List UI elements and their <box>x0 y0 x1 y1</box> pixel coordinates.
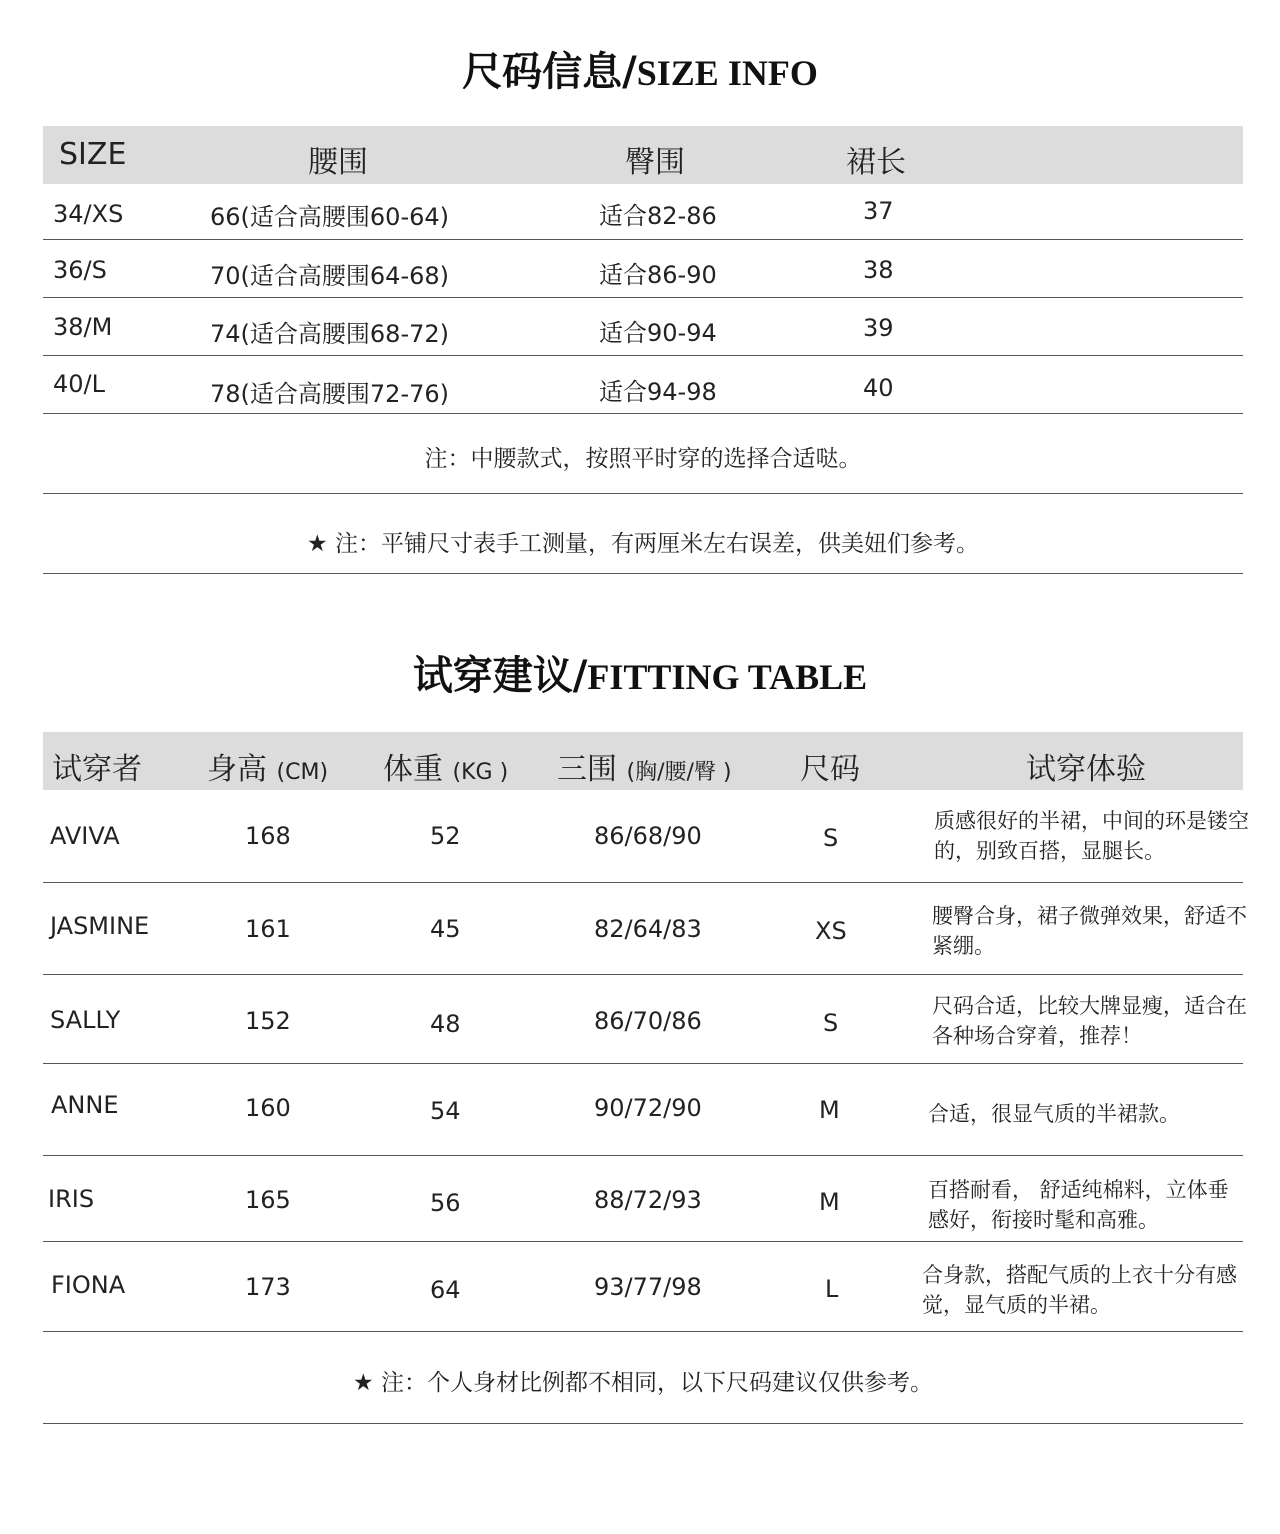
row-hip: 适合82-86 <box>599 202 717 230</box>
fit-name: AVIVA <box>50 822 120 850</box>
fit-comment: 尺码合适，比较大牌显瘦，适合在各种场合穿着，推荐！ <box>932 994 1247 1048</box>
header-weight-unit: (KG ) <box>452 760 509 785</box>
header-hip: 臀围 <box>625 145 685 180</box>
row-divider <box>43 1423 1243 1424</box>
fit-height: 161 <box>245 915 291 943</box>
fit-weight: 64 <box>430 1276 461 1304</box>
fit-height: 173 <box>245 1273 291 1301</box>
header-height-unit: (CM) <box>276 760 329 785</box>
fit-measure: 90/72/90 <box>594 1094 702 1122</box>
row-divider <box>43 413 1243 414</box>
fitting-title-en: FITTING TABLE <box>587 657 868 697</box>
header-height <box>207 744 328 788</box>
header-height-label: 身高 <box>207 752 267 787</box>
size-note-measure: ★ 注：平铺尺寸表手工测量，有两厘米左右误差，供美妞们参考。 <box>307 531 979 557</box>
row-divider <box>43 1155 1243 1156</box>
fit-size: M <box>819 1188 840 1216</box>
fit-measure: 86/70/86 <box>594 1007 702 1035</box>
header-waist: 腰围 <box>308 145 368 180</box>
fit-weight: 54 <box>430 1097 461 1125</box>
row-size: 38/M <box>53 313 113 341</box>
fit-measure: 93/77/98 <box>594 1273 702 1301</box>
fit-measure: 86/68/90 <box>594 822 702 850</box>
header-measure-unit: (胸/腰/臀 ) <box>626 760 732 785</box>
row-divider <box>43 573 1243 574</box>
row-hip: 适合90-94 <box>599 319 717 347</box>
fit-size: XS <box>815 917 847 945</box>
header-weight <box>383 744 508 788</box>
fitting-title-cn: 试穿建议/ <box>412 653 588 699</box>
size-table-header <box>43 126 1243 184</box>
fitting-note: ★ 注：个人身材比例都不相同，以下尺码建议仅供参考。 <box>353 1370 933 1396</box>
header-weight-label: 体重 <box>383 752 443 787</box>
fit-height: 165 <box>245 1186 291 1214</box>
fitting-table-title <box>0 644 1280 701</box>
header-measure <box>557 744 732 788</box>
row-size: 34/XS <box>53 200 124 228</box>
fit-weight: 48 <box>430 1010 461 1038</box>
row-length: 39 <box>863 314 894 342</box>
row-divider <box>43 355 1243 356</box>
fit-name: ANNE <box>51 1091 119 1119</box>
row-length: 37 <box>863 197 894 225</box>
size-note-waist: 注：中腰款式，按照平时穿的选择合适哒。 <box>424 446 862 472</box>
row-waist: 74(适合高腰围68-72) <box>210 320 450 348</box>
header-tester: 试穿者 <box>52 752 142 787</box>
row-divider <box>43 882 1243 883</box>
fit-height: 168 <box>245 822 291 850</box>
row-divider <box>43 239 1243 240</box>
fit-name: SALLY <box>50 1006 121 1034</box>
size-info-title-cn: 尺码信息/ <box>462 49 637 95</box>
fit-comment: 质感很好的半裙，中间的环是镂空的，别致百搭，显腿长。 <box>934 809 1249 863</box>
fit-comment: 合身款，搭配气质的上衣十分有感觉，显气质的半裙。 <box>922 1263 1237 1317</box>
size-info-title <box>0 40 1280 97</box>
row-hip: 适合94-98 <box>599 378 717 406</box>
row-size: 36/S <box>53 256 107 284</box>
row-divider <box>43 1241 1243 1242</box>
size-info-title-en: SIZE INFO <box>636 53 818 93</box>
fit-height: 152 <box>245 1007 291 1035</box>
fit-comment: 合适，很显气质的半裙款。 <box>928 1102 1180 1126</box>
header-length: 裙长 <box>846 145 906 180</box>
row-divider <box>43 974 1243 975</box>
header-experience: 试穿体验 <box>1026 752 1146 787</box>
fit-size: S <box>823 824 839 852</box>
fit-height: 160 <box>245 1094 291 1122</box>
fit-comment: 百搭耐看， 舒适纯棉料，立体垂感好，衔接时髦和高雅。 <box>928 1178 1229 1232</box>
fit-weight: 56 <box>430 1189 461 1217</box>
fit-comment: 腰臀合身，裙子微弹效果，舒适不紧绷。 <box>932 904 1247 958</box>
fit-weight: 52 <box>430 822 461 850</box>
header-measure-label: 三围 <box>557 752 617 787</box>
row-waist: 66(适合高腰围60-64) <box>210 203 450 231</box>
row-length: 40 <box>863 374 894 402</box>
fit-name: FIONA <box>51 1271 126 1299</box>
fit-size: L <box>825 1275 839 1303</box>
fit-weight: 45 <box>430 915 461 943</box>
fit-size: S <box>823 1009 839 1037</box>
fit-measure: 88/72/93 <box>594 1186 702 1214</box>
row-divider <box>43 1063 1243 1064</box>
fit-name: JASMINE <box>50 912 150 940</box>
row-hip: 适合86-90 <box>599 261 717 289</box>
fit-size: M <box>819 1096 840 1124</box>
row-size: 40/L <box>53 370 105 398</box>
fit-name: IRIS <box>48 1185 95 1213</box>
header-fit-size: 尺码 <box>800 752 860 787</box>
row-length: 38 <box>863 256 894 284</box>
fit-measure: 82/64/83 <box>594 915 702 943</box>
header-size: SIZE <box>59 137 127 172</box>
row-divider <box>43 297 1243 298</box>
row-waist: 70(适合高腰围64-68) <box>210 262 450 290</box>
row-waist: 78(适合高腰围72-76) <box>210 380 450 408</box>
row-divider <box>43 1331 1243 1332</box>
row-divider <box>43 493 1243 494</box>
fitting-table-header <box>43 732 1243 790</box>
